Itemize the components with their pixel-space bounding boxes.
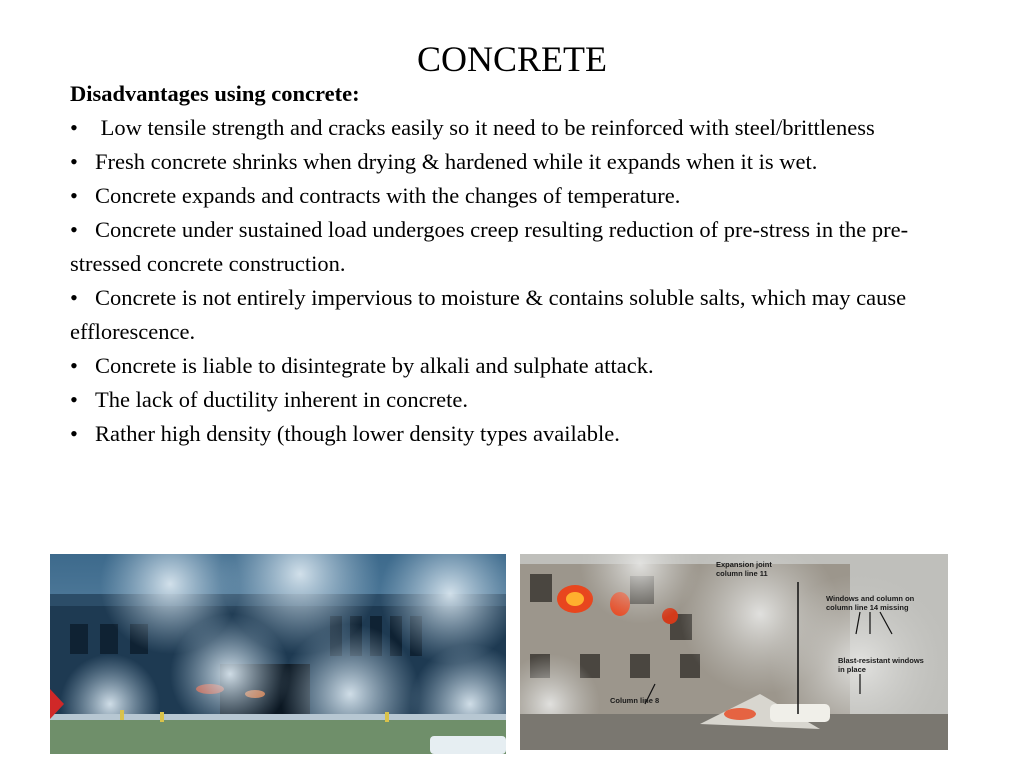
annotated-damage-image: [520, 554, 948, 750]
building-smoke-image: [50, 554, 506, 754]
bullet-item: • Concrete expands and contracts with the changes of temperature.: [70, 183, 681, 208]
annotation-column-line-8: Column line 8: [610, 696, 660, 705]
slide-content: [70, 77, 960, 451]
bullet-item: • Concrete is liable to disintegrate by alkali and sulphate attack.: [70, 353, 654, 378]
fire-smoke-photo-left: [50, 554, 506, 754]
annotation-blast-resistant: Blast-resistant windows in place: [838, 656, 924, 674]
slide-title: CONCRETE: [416, 39, 607, 79]
bullet-item: • The lack of ductility inherent in concrete.: [70, 387, 468, 412]
bullet-item: • Rather high density (though lower density types available.: [70, 421, 620, 446]
damaged-building-photo-right: [520, 554, 948, 750]
annotation-expansion-joint: Expansion joint column line 11: [716, 560, 772, 578]
bullet-item: • Concrete is not entirely impervious to moisture & contains soluble salts, which may cause efflorescence.: [70, 285, 907, 344]
bullet-item: • Fresh concrete shrinks when drying & hardened while it expands when it is wet.: [70, 149, 818, 174]
bullet-item: • Low tensile strength and cracks easily so it need to be reinforced with steel/brittleness: [70, 115, 875, 140]
annotation-windows-missing: Windows and column on column line 14 missing: [826, 594, 915, 612]
bullet-item: • Concrete under sustained load undergoes creep resulting reduction of pre-stress in the pre-stressed concrete construction.: [70, 217, 909, 276]
section-heading: Disadvantages using concrete:: [70, 81, 360, 106]
